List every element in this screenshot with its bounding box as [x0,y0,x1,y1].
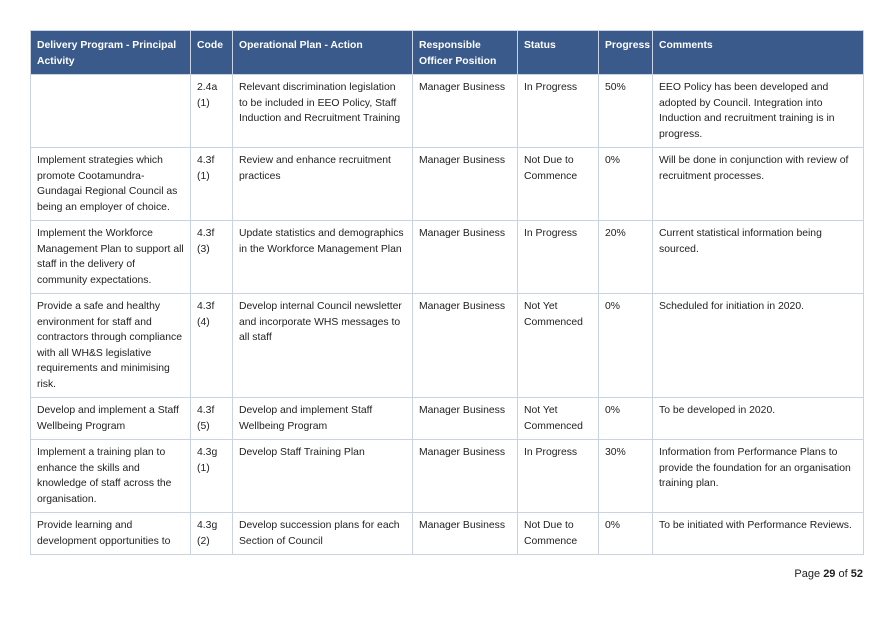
cell-officer: Manager Business [413,294,518,398]
cell-status: In Progress [518,221,599,294]
cell-officer: Manager Business [413,398,518,440]
cell-code: 4.3g (2) [191,513,233,555]
cell-code: 2.4a (1) [191,75,233,148]
table-row [31,221,864,294]
table-row [31,513,864,555]
table-row [31,294,864,398]
cell-code: 4.3f (3) [191,221,233,294]
cell-status: Not Yet Commenced [518,398,599,440]
table-row [31,398,864,440]
cell-comments: Will be done in conjunction with review of recruitment processes. [653,148,864,221]
cell-comments: Information from Performance Plans to provide the foundation for an organisation training plan. [653,440,864,513]
cell-activity: Provide learning and development opportunities to [31,513,191,555]
cell-progress: 30% [599,440,653,513]
cell-comments: EEO Policy has been developed and adopted by Council. Integration into Induction and recruitment training is in progress. [653,75,864,148]
cell-action: Update statistics and demographics in the Workforce Management Plan [233,221,413,294]
header-action: Operational Plan - Action [233,31,413,75]
cell-status: In Progress [518,440,599,513]
header-status: Status [518,31,599,75]
cell-action: Develop internal Council newsletter and incorporate WHS messages to all staff [233,294,413,398]
cell-activity: Develop and implement a Staff Wellbeing Program [31,398,191,440]
cell-status: In Progress [518,75,599,148]
cell-activity: Implement strategies which promote Cootamundra-Gundagai Regional Council as being an employer of choice. [31,148,191,221]
cell-officer: Manager Business [413,513,518,555]
cell-comments: Scheduled for initiation in 2020. [653,294,864,398]
cell-code: 4.3f (4) [191,294,233,398]
cell-progress: 0% [599,294,653,398]
cell-comments: Current statistical information being sourced. [653,221,864,294]
cell-officer: Manager Business [413,221,518,294]
cell-officer: Manager Business [413,148,518,221]
table-header-row [31,31,864,75]
cell-comments: To be initiated with Performance Reviews. [653,513,864,555]
cell-code: 4.3g (1) [191,440,233,513]
header-activity: Delivery Program - Principal Activity [31,31,191,75]
cell-officer: Manager Business [413,440,518,513]
document-page [30,30,863,555]
cell-progress: 0% [599,513,653,555]
cell-action: Review and enhance recruitment practices [233,148,413,221]
cell-officer: Manager Business [413,75,518,148]
operational-plan-table [30,30,864,555]
cell-status: Not Due to Commence [518,513,599,555]
of-label: of [838,568,848,580]
header-officer: Responsible Officer Position [413,31,518,75]
table-row [31,440,864,513]
cell-activity: Implement the Workforce Management Plan to support all staff in the delivery of community expectations. [31,221,191,294]
page-number: 29 [823,568,836,580]
cell-code: 4.3f (5) [191,398,233,440]
cell-progress: 0% [599,398,653,440]
header-progress: Progress [599,31,653,75]
cell-activity: Implement a training plan to enhance the skills and knowledge of staff across the organisation. [31,440,191,513]
page-footer [794,568,863,580]
header-code: Code [191,31,233,75]
cell-activity: Provide a safe and healthy environment for staff and contractors through compliance with all WH&S legislative requirements and minimising risk. [31,294,191,398]
cell-progress: 50% [599,75,653,148]
cell-action: Develop Staff Training Plan [233,440,413,513]
cell-action: Relevant discrimination legislation to be included in EEO Policy, Staff Induction and Recruitment Training [233,75,413,148]
cell-status: Not Yet Commenced [518,294,599,398]
header-comments: Comments [653,31,864,75]
cell-status: Not Due to Commence [518,148,599,221]
cell-activity [31,75,191,148]
page-label: Page [794,568,821,580]
cell-action: Develop and implement Staff Wellbeing Program [233,398,413,440]
page-total: 52 [850,568,863,580]
cell-code: 4.3f (1) [191,148,233,221]
table-row [31,75,864,148]
cell-progress: 20% [599,221,653,294]
cell-progress: 0% [599,148,653,221]
cell-action: Develop succession plans for each Section of Council [233,513,413,555]
cell-comments: To be developed in 2020. [653,398,864,440]
table-row [31,148,864,221]
